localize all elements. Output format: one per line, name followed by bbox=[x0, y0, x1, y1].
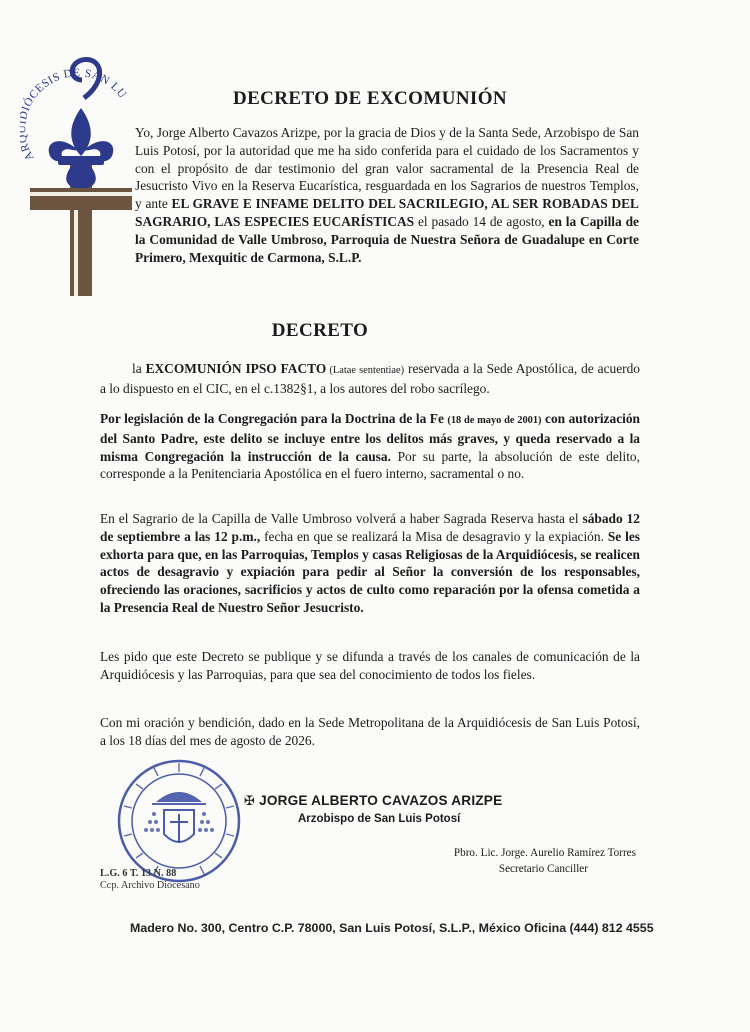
latae-sententiae-note: (Latae sententiae) bbox=[326, 365, 405, 376]
secretary-block bbox=[404, 845, 636, 877]
footer-address: Madero No. 300, Centro C.P. 78000, San Luis Potosí, S.L.P., México Oficina (444) 812 4555 bbox=[130, 921, 654, 935]
reparation-text-2: fecha en que se realizará la Misa de desagravio y la expiación. bbox=[260, 528, 608, 544]
signer-name-line bbox=[244, 793, 544, 809]
secretary-role: Secretario Canciller bbox=[498, 863, 588, 875]
blessing-paragraph: Con mi oración y bendición, dado en la Sede Metropolitana de la Arquidiócesis de San Luis Potosí, a los 18 días del mes de agosto de 2026. bbox=[100, 715, 640, 748]
cross-icon: ✠ bbox=[244, 793, 256, 808]
publication-paragraph: Les pido que este Decreto se publique y se difunda a través de los canales de comunicación de la Arquidiócesis y las Parroquias, para que sea del conocimiento de todos los fieles. bbox=[100, 649, 640, 682]
reparation-text-1: En el Sagrario de la Capilla de Valle Umbroso volverá a haber Sagrada Reserva hasta el bbox=[100, 511, 583, 526]
official-seal-icon bbox=[116, 758, 242, 884]
legislation-bold-2: con autorización del Santo Padre, este delito se incluye entre los delitos más graves, y queda reservado a la misma Congregación la instrucción de la causa. bbox=[100, 411, 640, 464]
excommunication-rest: reservada a la Sede Apostólica, de acuerdo a lo dispuesto en el CIC, en el c.1382§1, a los autores del robo sacrílego. bbox=[100, 361, 640, 396]
excommunication-article: la bbox=[132, 361, 146, 376]
excommunication-term: EXCOMUNIÓN IPSO FACTO bbox=[145, 361, 327, 376]
intro-text: Yo, Jorge Alberto Cavazos Arizpe, por la gracia de Dios y de la Santa Sede, Arzobispo de San Luis Potosí, por la autoridad que me ha sido conferida para el cuidado de los Sacramentos y con el propósito de dar testimonio del gran valor sacramental de la Presencia Real de Jesucristo Vivo en la Reserva Eucarística, resguardada en los Sagrarios de nuestros Templos, y ante bbox=[135, 125, 639, 212]
intro-location-text: en la Capilla de la Comunidad de Valle Umbroso, Parroquia de Nuestra Señora de Guadalupe en Corte Primero, Mexquitic de Carmona, S.L.P. bbox=[135, 213, 639, 265]
legislation-paragraph bbox=[100, 410, 640, 483]
logo-lettering: A IÓCESIS DE SAN LU bbox=[20, 67, 129, 163]
archdiocese-logo bbox=[20, 38, 132, 300]
decree-heading: DECRETO bbox=[271, 320, 369, 341]
secretary-name: Pbro. Lic. Jorge. Aurelio Ramírez Torres bbox=[453, 847, 636, 859]
intro-crime-text: EL GRAVE E INFAME DELITO DEL SACRILEGIO, AL SER ROBADAS DEL SAGRARIO, LAS ESPECIES EUCARÍSTICAS bbox=[135, 196, 639, 229]
reparation-date: sábado 12 de septiembre a las 12 p.m., bbox=[100, 511, 640, 544]
intro-paragraph bbox=[135, 124, 639, 266]
legislation-rest: Por su parte, la absolución de este delito, corresponde a la Penitenciaria Apostólica en el fuero interno, sacramental o no. bbox=[100, 448, 640, 482]
reference-archive: Ccp. Archivo Diocesano bbox=[100, 880, 200, 891]
legislation-bold-1: Por legislación de la Congregación para la Doctrina de la Fe bbox=[100, 411, 448, 426]
document-title: DECRETO DE EXCOMUNIÓN bbox=[232, 88, 508, 109]
reparation-exhortation: Se les exhorta para que, en las Parroquias, Templos y casas Religiosas de la Arquidiócesis, se realicen actos de desagravio y expiación para pedir al Señor la conversión de los responsables, ofreciendo las oraciones, sacrificios y actos de culto como reparación por la ofensa cometida a la Presencia Real de Nuestro Señor Jesucristo. bbox=[100, 528, 640, 615]
intro-date-text: el pasado 14 de agosto, bbox=[414, 213, 549, 229]
reparation-paragraph bbox=[100, 510, 640, 617]
reference-block bbox=[100, 868, 200, 892]
signer-role: Arzobispo de San Luis Potosí bbox=[298, 813, 461, 825]
signature-block bbox=[244, 793, 544, 825]
legislation-date: (18 de mayo de 2001) bbox=[447, 415, 542, 426]
excommunication-paragraph bbox=[100, 360, 640, 398]
signer-name: JORGE ALBERTO CAVAZOS ARIZPE bbox=[259, 793, 503, 808]
reference-code: L.G. 6 T. 13 N. 88 bbox=[100, 868, 177, 879]
